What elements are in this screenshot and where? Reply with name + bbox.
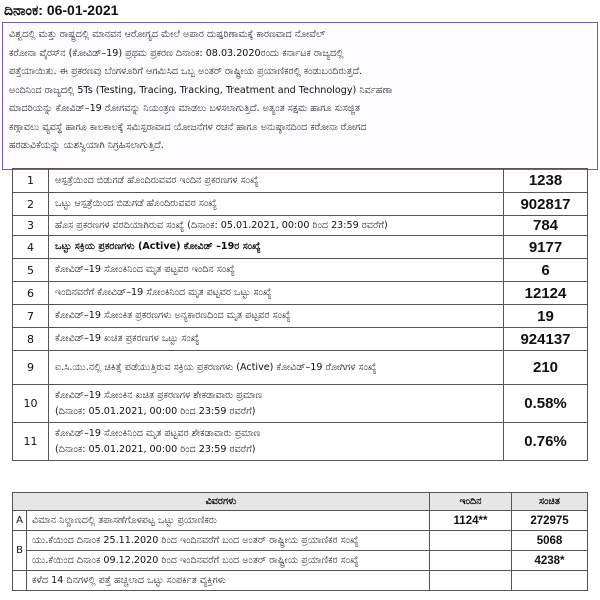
row-number: 3 <box>13 216 49 236</box>
row-description <box>49 282 504 305</box>
row-description-text: ಕೋವಿಡ್–19 ಖಚಿತ ಪ್ರಕರಣಗಳ ಒಟ್ಟು ಸಂಖ್ಯೆ <box>55 333 200 344</box>
details-row <box>13 551 588 571</box>
row-value: 12124 <box>504 282 588 305</box>
intro-line: ಕರೋನಾ ವೈರಸ್‌ನ (ಕೋವಿಡ್–19) ಪ್ರಥಮ ಪ್ರಕರಣ ದಿನಾಂಕ: 08.03.2020ರಂದು ಕರ್ನಾಟಕ ರಾಜ್ಯದಲ್ಲಿ <box>9 47 344 59</box>
row-description-text: ಕೋವಿಡ್–19 ಸೋಂಕಿನಿಂದ ಮೃತ ಪಟ್ಟವರ ಇಂದಿನ ಸಂಖ್ಯೆ <box>55 264 235 275</box>
details-row <box>13 531 588 551</box>
row-value: 0.58% <box>504 385 588 423</box>
row-number: 8 <box>13 328 49 351</box>
row-description-text: ಕೋವಿಡ್–19 ಸೋಂಕಿನ ಖಚಿತ ಪ್ರಕರಣಗಳ ಶೇಕಡಾವಾರು ಪ್ರಮಾಣ <box>55 389 263 401</box>
row-description-text: ಒಟ್ಟು ಸಕ್ರಿಯ ಪ್ರಕರಣಗಳು (Active) ಕೋವಿಡ್ –19ರ ಸಂಖ್ಯೆ <box>55 241 261 252</box>
stats-row <box>13 423 588 461</box>
details-row-total: 5068 <box>512 531 588 551</box>
details-row-label: A <box>13 511 27 531</box>
row-value: 19 <box>504 305 588 328</box>
stats-row <box>13 169 588 193</box>
stats-table <box>12 168 588 461</box>
row-value: 924137 <box>504 328 588 351</box>
stats-row <box>13 305 588 328</box>
details-row-today <box>430 531 512 551</box>
details-header-row <box>13 493 588 511</box>
row-description-text: ಹೊಸ ಪ್ರಕರಣಗಳ ವರದಿಯಾಗಿರುವ ಸಂಖ್ಯೆ (ದಿನಾಂಕ: 05.01.2021, 00:00 ರಿಂದ 23:59 ರವರೆಗೆ) <box>55 219 388 231</box>
row-description <box>49 351 504 385</box>
details-row-description: ವಿಮಾನ ನಿಲ್ದಾಣದಲ್ಲಿ ತಪಾಸಣೆಗೊಳಪಟ್ಟ ಒಟ್ಟು ಪ್ರಯಾಣಿಕರು <box>27 511 430 531</box>
row-number: 5 <box>13 259 49 282</box>
details-table <box>12 492 588 591</box>
row-number: 1 <box>13 169 49 193</box>
details-row-today: 1124** <box>430 511 512 531</box>
details-row <box>13 571 588 591</box>
row-description <box>49 236 504 259</box>
row-description-text: ಕೋವಿಡ್–19 ಸೋಂಕಿನಿಂದ ಮೃತ ಪಟ್ಟವರ ಶೇಕಡಾವಾರು ಪ್ರಮಾಣ <box>55 427 261 439</box>
details-row-today <box>430 551 512 571</box>
row-date-range: (ದಿನಾಂಕ: 05.01.2021, 00:00 ರಿಂದ 23:59 ರವರೆಗೆ) <box>55 443 256 455</box>
details-row-total <box>512 571 588 591</box>
row-description-text: ಐ.ಸಿ.ಯು.ನಲ್ಲಿ ಚಿಕಿತ್ಸೆ ಪಡೆಯುತ್ತಿರುವ ಸಕ್ರಿಯ ಪ್ರಕರಣಗಳು (Active) ಕೋವಿಡ್–19 ರೋಗಿಗಳ ಸಂಖ್ಯೆ <box>55 361 377 373</box>
row-date-range: (ದಿನಾಂಕ: 05.01.2021, 00:00 ರಿಂದ 23:59 ರವರೆಗೆ) <box>55 405 256 417</box>
document-date: ದಿನಾಂಕ: 06-01-2021 <box>4 2 119 18</box>
row-description <box>49 259 504 282</box>
row-number: 11 <box>13 423 49 461</box>
stats-row <box>13 259 588 282</box>
row-description <box>49 305 504 328</box>
intro-line: ಮಾದರಿಯನ್ನು ಕೋವಿಡ್–19 ರೋಗವನ್ನು ನಿಯಂತ್ರಣ ಮಾಡಲು ಬಳಸಲಾಗುತ್ತಿದೆ. ಅತ್ಯಂತ ಸಕ್ಷಮ ಹಾಗೂ ಸುಸಜ್ಜಿತ <box>9 103 361 114</box>
row-number: 10 <box>13 385 49 423</box>
row-description <box>49 193 504 216</box>
row-description <box>49 328 504 351</box>
row-value: 9177 <box>504 236 588 259</box>
row-description <box>49 216 504 236</box>
row-description <box>49 169 504 193</box>
stats-row <box>13 328 588 351</box>
row-number: 7 <box>13 305 49 328</box>
row-description-text: ಆಸ್ಪತ್ರೆಯಿಂದ ಬಿಡುಗಡೆ ಹೊಂದಿರುವವರ ಇಂದಿನ ಪ್ರಕರಣಗಳ ಸಂಖ್ಯೆ <box>55 174 259 186</box>
intro-line: ಹರಡುವಿಕೆಯನ್ನು ಯಶಸ್ವಿಯಾಗಿ ನಿಗ್ರಹಿಸಲಾಗುತ್ತಿದೆ. <box>9 140 164 151</box>
row-value: 784 <box>504 216 588 236</box>
row-value: 902817 <box>504 193 588 216</box>
stats-row <box>13 236 588 259</box>
row-number: 6 <box>13 282 49 305</box>
row-description-text: ಇಂದಿನವರೆಗೆ ಕೋವಿಡ್–19 ಸೋಂಕಿನಿಂದ ಮೃತ ಪಟ್ಟವರ ಒಟ್ಟು ಸಂಖ್ಯೆ <box>55 287 272 298</box>
details-row <box>13 511 588 531</box>
stats-row <box>13 282 588 305</box>
details-row-today <box>430 571 512 591</box>
details-row-total: 4238* <box>512 551 588 571</box>
row-value: 0.76% <box>504 423 588 461</box>
details-row-label <box>13 571 27 591</box>
details-row-description: ಯು.ಕೆಯಿಂದ ದಿನಾಂಕ 25.11.2020 ರಿಂದ ಇಂದಿನವರೆಗೆ ಬಂದ ಅಂತರ್ ರಾಷ್ಟ್ರೀಯ ಪ್ರಯಾಣಿಕರ ಸಂಖ್ಯೆ <box>27 531 430 551</box>
row-description <box>49 423 504 461</box>
details-header-desc: ವಿವರಗಳು <box>13 493 430 511</box>
details-header-today: ಇಂದಿನ <box>430 493 512 511</box>
intro-paragraph <box>2 22 598 170</box>
row-value: 210 <box>504 351 588 385</box>
row-description-text: ಒಟ್ಟು ಆಸ್ಪತ್ರೆಯಿಂದ ಬಿಡುಗಡೆ ಹೊಂದಿರುವವರ ಸಂಖ್ಯೆ <box>55 198 217 209</box>
stats-row <box>13 385 588 423</box>
intro-line: ವಿಶ್ವದಲ್ಲಿ ಮತ್ತು ರಾಷ್ಟ್ರದಲ್ಲಿ ಮಾನವನ ಆರೋಗ್ಯದ ಮೇಲೆ ಅಪಾರ ದುಷ್ಪರಿಣಾಮಕ್ಕೆ ಕಾರಣವಾದ ನೋವೆಲ್ <box>9 29 326 40</box>
details-row-description: ಯು.ಕೆಯಿಂದ ದಿನಾಂಕ 09.12.2020 ರಿಂದ ಇಂದಿನವರೆಗೆ ಬಂದ ಅಂತರ್ ರಾಷ್ಟ್ರೀಯ ಪ್ರಯಾಣಿಕರ ಸಂಖ್ಯೆ <box>27 551 430 571</box>
row-description-text: ಕೋವಿಡ್–19 ಸೋಂಕಿತ ಪ್ರಕರಣಗಳು ಅನ್ಯಕಾರಣದಿಂದ ಮೃತ ಪಟ್ಟವರ ಸಂಖ್ಯೆ <box>55 310 291 321</box>
row-number: 2 <box>13 193 49 216</box>
row-value: 6 <box>504 259 588 282</box>
row-description <box>49 385 504 423</box>
stats-row <box>13 216 588 236</box>
stats-row <box>13 193 588 216</box>
intro-line: ಪತ್ತೆಯಾಯಿತು. ಈ ಪ್ರಕರಣವು ಬೆಂಗಳೂರಿಗೆ ಆಗಮಿಸಿದ ಒಬ್ಬ ಅಂತರ್ ರಾಷ್ಟ್ರೀಯ ಪ್ರಯಾಣಿಕರಲ್ಲಿ ಕಂಡುಬಂದಿರುತ್ತದೆ. <box>9 66 363 77</box>
intro-line: ಅಂದಿನಿಂದ ರಾಜ್ಯದಲ್ಲಿ 5Ts (Testing, Tracing, Tracking, Treatment and Technology) ನಿರ್ವಹಣಾ <box>9 84 393 96</box>
row-number: 4 <box>13 236 49 259</box>
row-number: 9 <box>13 351 49 385</box>
details-header-total: ಸಂಚಿತ <box>512 493 588 511</box>
details-row-label: B <box>13 531 27 571</box>
stats-row <box>13 351 588 385</box>
details-row-description: ಕಳೆದ 14 ದಿನಗಳಲ್ಲಿ ಪತ್ತೆ ಹಚ್ಚಲಾದ ಒಟ್ಟು ಸಂಪರ್ಕಿತ ವ್ಯಕ್ತಿಗಳು <box>27 571 430 591</box>
row-value: 1238 <box>504 169 588 193</box>
intro-line: ಕಣ್ಗಾವಲು ವ್ಯವಸ್ಥೆ ಹಾಗೂ ಕಾಲಕಾಲಕ್ಕೆ ಸಮಿಸ್ಪರಾವಾದ ಯೋಜನೆಗಳ ರಚನೆ ಹಾಗೂ ಅನುಷ್ಠಾನದಿಂದ ಕರೋನಾ ರೋಗದ <box>9 121 367 133</box>
details-row-total: 272975 <box>512 511 588 531</box>
